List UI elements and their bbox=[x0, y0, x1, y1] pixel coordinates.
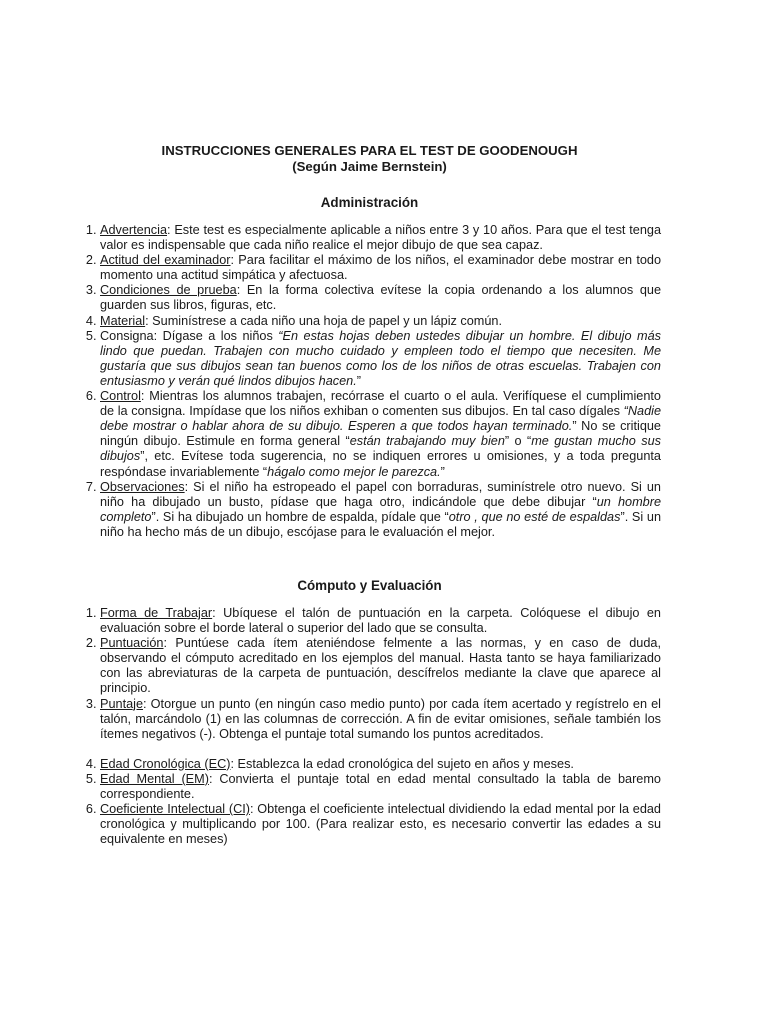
section-heading-administracion: Administración bbox=[320, 195, 419, 210]
item-text: : Ubíquese el talón de puntuación en la carpeta. Colóquese el dibujo en evaluación sobre el borde lateral o superior del lado que se consulta. bbox=[100, 605, 661, 636]
item-quote: un hombre completo bbox=[100, 494, 662, 524]
item-quote: otro , que no esté de espaldas bbox=[448, 509, 621, 524]
section-heading-computo: Cómputo y Evaluación bbox=[297, 577, 442, 593]
item-text: : Si el niño ha estropeado el papel con borraduras, suminístrele otro nuevo. Si un niño ha dibujado un busto, pídase que haga otro, indicándole que debe dibujar “ bbox=[100, 479, 661, 509]
item-text: ” bbox=[356, 373, 361, 388]
list-item bbox=[100, 480, 661, 540]
item-term: Observaciones bbox=[100, 479, 185, 494]
computo-list bbox=[78, 606, 661, 847]
item-text: : Este test es especialmente aplicable a niños entre 3 y 10 años. Para que el test tenga valor es indispensable que cada niño realice el mejor dibujo de que sea capaz. bbox=[100, 223, 661, 253]
item-text: Consigna: Dígase a los niños bbox=[100, 328, 279, 343]
list-item bbox=[100, 329, 661, 389]
item-term: Edad Mental (EM) bbox=[100, 771, 209, 786]
list-item bbox=[100, 253, 661, 283]
item-text: : Suminístrese a cada niño una hoja de papel y un lápiz común. bbox=[145, 313, 503, 328]
item-quote: están trabajando muy bien bbox=[349, 434, 505, 449]
document-subtitle: (Según Jaime Bernstein) bbox=[292, 159, 447, 174]
item-text: ” o “ bbox=[504, 434, 532, 449]
list-item bbox=[100, 697, 661, 742]
item-text: ”. Si ha dibujado un hombre de espalda, pídale que “ bbox=[151, 509, 449, 524]
item-text: ” bbox=[440, 464, 445, 479]
item-quote: hágalo como mejor le parezca. bbox=[267, 464, 441, 479]
list-item bbox=[100, 223, 661, 253]
document-page bbox=[78, 143, 661, 847]
item-text: : Puntúese cada ítem ateniéndose felmente a las normas, y en caso de duda, observando el cómputo acreditado en los ejemplos del manual. Hasta tanto se haya familiarizado con las abreviaturas de la carpeta de puntuación, descífrelos mediante la clave que aparece al principio. bbox=[100, 636, 661, 696]
list-item bbox=[100, 802, 661, 847]
item-text: : Establezca la edad cronológica del sujeto en años y meses. bbox=[230, 756, 574, 771]
item-term: Coeficiente Intelectual (CI) bbox=[100, 802, 250, 817]
list-item bbox=[100, 772, 661, 802]
item-term: Puntuación bbox=[100, 636, 164, 651]
item-term: Puntaje bbox=[100, 696, 144, 711]
item-text: : Otorgue un punto (en ningún caso medio punto) por cada ítem acertado y regístrelo en el talón, marcándolo (1) en las columnas de corrección. A fin de evitar omisiones, señale también los ítemes negativos (-). Obtenga el puntaje total sumando los puntos acreditados. bbox=[100, 696, 661, 741]
item-text: : En la forma colectiva evítese la copia ordenando a los alumnos que guarden sus libros, figuras, etc. bbox=[100, 283, 661, 313]
item-term: Actitud del examinador bbox=[100, 253, 231, 268]
list-item bbox=[100, 757, 661, 772]
item-quote: me gustan mucho sus dibujos bbox=[100, 434, 661, 464]
list-item bbox=[100, 606, 661, 636]
item-quote: “Nadie debe mostrar o hablar ahora de su dibujo. Esperen a que todos hayan terminado. bbox=[100, 404, 661, 434]
item-text: : Mientras los alumnos trabajen, recórrase el cuarto o el aula. Verifíquese el cumplimiento de la consigna. Impídase que los niños exhiban o comenten sus dibujos. En tal caso dígales bbox=[100, 389, 661, 419]
item-text: ” No se critique ningún dibujo. Estimule en forma general “ bbox=[100, 419, 661, 449]
item-text: : Convierta el puntaje total en edad mental consultado la tabla de baremo correspondiente. bbox=[100, 771, 661, 801]
item-term: Edad Cronológica (EC) bbox=[100, 756, 231, 771]
item-term: Forma de Trabajar bbox=[100, 605, 213, 620]
item-text: ”. Si un niño ha hecho más de un dibujo, escójase para le evaluación el mejor. bbox=[100, 509, 662, 539]
document-title: INSTRUCCIONES GENERALES PARA EL TEST DE GOODENOUGH bbox=[161, 143, 578, 158]
item-term: Material bbox=[100, 313, 146, 328]
list-item bbox=[100, 283, 661, 313]
list-item bbox=[100, 636, 661, 696]
item-text: : Para facilitar el máximo de los niños, el examinador debe mostrar en todo momento una actitud simpática y afectuosa. bbox=[100, 253, 662, 283]
list-item bbox=[100, 314, 661, 329]
item-term: Control bbox=[100, 389, 141, 404]
item-text: ”, etc. Evítese toda sugerencia, no se indiquen errores u omisiones, y a toda pregunta respóndase invariablemente “ bbox=[100, 449, 661, 479]
item-term: Condiciones de prueba bbox=[100, 283, 237, 298]
item-term: Advertencia bbox=[100, 223, 167, 237]
administracion-list bbox=[78, 223, 661, 540]
item-text: : Obtenga el coeficiente intelectual dividiendo la edad mental por la edad cronológica y multiplicando por 100. (Para realizar esto, es necesario convertir las edades a su equivalente en meses) bbox=[100, 802, 661, 847]
list-item bbox=[100, 389, 661, 480]
item-quote: “En estas hojas deben ustedes dibujar un hombre. El dibujo más lindo que puedan. Trabajen con mucho cuidado y empleen todo el tiempo que necesiten. Me gustaría que sus dibujos sean tan buenos como los de los niños de otras escuelas. Trabajen con entusiasmo y verán qué lindos dibujos hacen. bbox=[100, 328, 661, 388]
